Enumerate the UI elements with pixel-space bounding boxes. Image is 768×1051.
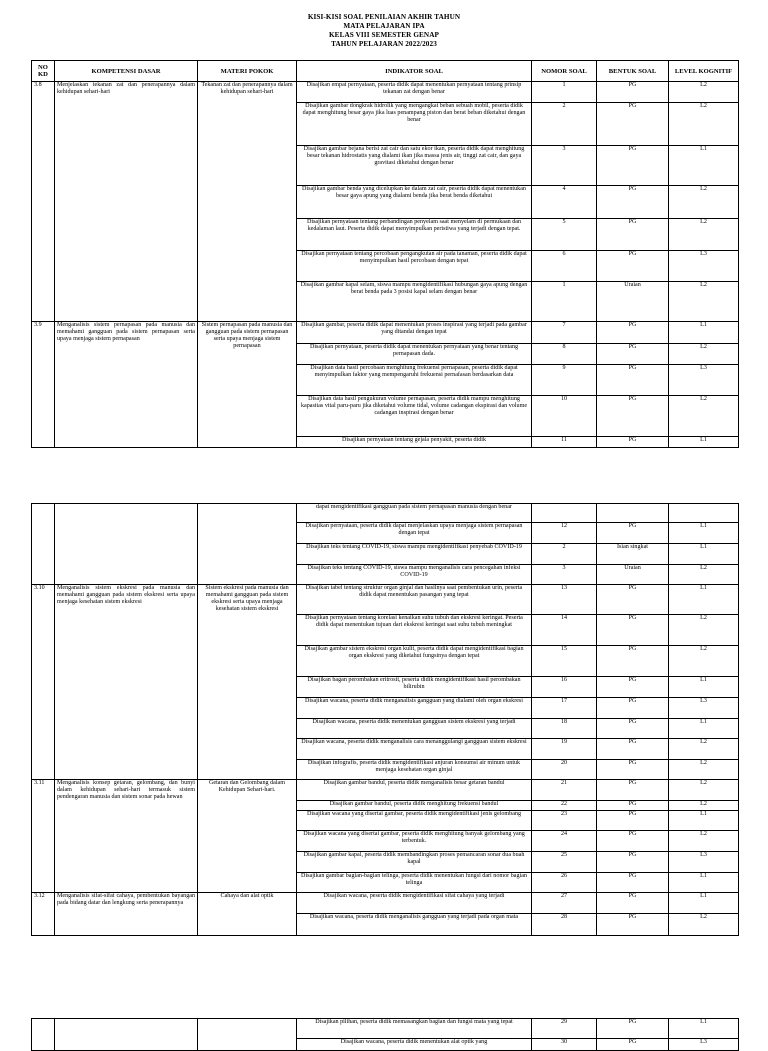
table-row	[32, 585, 739, 615]
bentuk-soal: PG	[597, 811, 669, 831]
level-kognitif: L2	[669, 760, 739, 780]
bentuk-soal: PG	[597, 893, 669, 914]
indikator-soal: Disajikan gambar bandul, peserta didik menghitung frekuensi bandul	[297, 801, 532, 811]
bentuk-soal: PG	[597, 146, 669, 186]
bentuk-soal: PG	[597, 322, 669, 344]
kd-number: 3.9	[32, 322, 55, 448]
nomor-soal: 26	[532, 873, 597, 893]
nomor-soal: 21	[532, 780, 597, 801]
indikator-soal: Disajikan infografis, peserta didik mengidentifikasi anjuran konsumsi air minum untuk menjaga kesehatan organ ginjal	[297, 760, 532, 780]
kd-number-empty	[32, 504, 55, 585]
nomor-soal: 13	[532, 585, 597, 615]
materi-pokok: Sistem pernapasan pada manusia dan gangguan pada sistem pernapasan serta upaya menjaga sistem pernapasan	[198, 322, 297, 448]
bentuk-soal: Uraian	[597, 282, 669, 322]
col-header-indikator: INDIKATOR SOAL	[297, 61, 532, 82]
materi-pokok-empty	[198, 1019, 297, 1051]
kompetensi-dasar: Menganalisis sifat-sifat cahaya, pembentukan bayangan pada bidang datar dan lengkung serta penerapannya	[55, 893, 198, 936]
level-kognitif: L3	[669, 1039, 739, 1051]
bentuk-soal: PG	[597, 873, 669, 893]
col-header-materi: MATERI POKOK	[198, 61, 297, 82]
kompetensi-dasar-empty	[55, 504, 198, 585]
nomor-soal: 15	[532, 646, 597, 677]
kisi-kisi-table-page2	[31, 503, 739, 936]
bentuk-soal: Uraian	[597, 565, 669, 585]
level-kognitif: L1	[669, 873, 739, 893]
indikator-soal: Disajikan teks tentang COVID-19, siswa mampu menganalisis cara pencegahan infeksi COVID-19	[297, 565, 532, 585]
indikator-soal: Disajikan pilihan, peserta didik memasangkan bagian dan fungsi mata yang tepat	[297, 1019, 532, 1039]
nomor-soal: 1	[532, 282, 597, 322]
bentuk-soal: PG	[597, 396, 669, 437]
indikator-soal: Disajikan pernyataan tentang gejala penyakit, peserta didik	[297, 437, 532, 448]
bentuk-soal: PG	[597, 344, 669, 365]
level-kognitif: L1	[669, 719, 739, 739]
indikator-soal: Disajikan gambar dongkrak hidrolik yang mengangkat beban sebuah mobil, peserta didik dapat menghitung besar gaya jika luas penampang piston dan berat beban diketahui dengan benar	[297, 103, 532, 146]
document-header	[0, 13, 768, 49]
indikator-soal: Disajikan wacana yang disertai gambar, peserta didik mengidentifikasi jenis gelombang	[297, 811, 532, 831]
level-kognitif: L2	[669, 780, 739, 801]
level-kognitif: L2	[669, 282, 739, 322]
nomor-soal	[532, 504, 597, 523]
indikator-soal: Disajikan gambar bandul, peserta didik menganalisis besar getaran bandul	[297, 780, 532, 801]
doc-title-line3: KELAS VIII SEMESTER GENAP	[328, 31, 439, 39]
nomor-soal: 24	[532, 831, 597, 852]
level-kognitif: L2	[669, 615, 739, 646]
nomor-soal: 3	[532, 565, 597, 585]
indikator-soal: Disajikan wacana, peserta didik menganalisis gangguan yang dialami oleh organ ekskresi	[297, 698, 532, 719]
bentuk-soal	[597, 504, 669, 523]
indikator-soal: dapat mengidentifikasi gangguan pada sistem pernapasan manusia dengan benar	[297, 504, 532, 523]
level-kognitif: L3	[669, 698, 739, 719]
materi-pokok: Getaran dan Gelombang dalam Kehidupan Sehari-hari.	[198, 780, 297, 893]
level-kognitif: L2	[669, 186, 739, 219]
level-kognitif: L1	[669, 544, 739, 565]
nomor-soal: 25	[532, 852, 597, 873]
indikator-soal: Disajikan gambar sistem ekskresi organ kulit, peserta didik dapat mengidentifikasi bagian organ ekskresi yang diketahui fungsinya dengan tepat	[297, 646, 532, 677]
level-kognitif: L2	[669, 103, 739, 146]
nomor-soal: 12	[532, 523, 597, 544]
level-kognitif: L1	[669, 322, 739, 344]
bentuk-soal: PG	[597, 698, 669, 719]
indikator-soal: Disajikan empat pernyataan, peserta didik dapat menentukan pernyataan tentang prinsip tekanan zat dengan benar	[297, 82, 532, 103]
level-kognitif: L1	[669, 146, 739, 186]
nomor-soal: 1	[532, 82, 597, 103]
doc-title-line1: KISI-KISI SOAL PENILAIAN AKHIR TAHUN	[307, 13, 461, 21]
kompetensi-dasar: Menganalisis sistem pernapasan pada manusia dan memahami gangguan pada sistem pernapasan serta upaya menjaga sistem pernapasan	[55, 322, 198, 448]
indikator-soal: Disajikan teks tentang COVID-19, siswa mampu mengidentifikasi penyebab COVID-19	[297, 544, 532, 565]
level-kognitif: L3	[669, 251, 739, 282]
indikator-soal: Disajikan wacana yang disertai gambar, peserta didik menghitung banyak gelombang yang terbentuk.	[297, 831, 532, 852]
level-kognitif: L2	[669, 831, 739, 852]
materi-pokok-empty	[198, 504, 297, 585]
indikator-soal: Disajikan pernyataan tentang korelasi kenaikan suhu tubuh dan ekskresi keringat. Peserta didik dapat menentukan tujuan dari ekskresi keringat saat suhu tubuh meningkat	[297, 615, 532, 646]
bentuk-soal: PG	[597, 615, 669, 646]
level-kognitif: L1	[669, 677, 739, 698]
level-kognitif: L1	[669, 893, 739, 914]
bentuk-soal: PG	[597, 219, 669, 251]
bentuk-soal: PG	[597, 365, 669, 396]
col-header-kompetensi: KOMPETENSI DASAR	[55, 61, 198, 82]
bentuk-soal: PG	[597, 719, 669, 739]
level-kognitif: L2	[669, 646, 739, 677]
kd-number: 3.10	[32, 585, 55, 780]
col-header-no-kd: NO KD	[32, 61, 55, 82]
kd-number: 3.12	[32, 893, 55, 936]
indikator-soal: Disajikan pernyataan tentang perbandingan penyelam saat menyelam di permukaan dan kedalaman laut. Peserta didik dapat menyimpulkan peristiwa yang terjadi dengan tepat.	[297, 219, 532, 251]
bentuk-soal: PG	[597, 1019, 669, 1039]
level-kognitif: L1	[669, 437, 739, 448]
table-row	[32, 1019, 739, 1039]
bentuk-soal: PG	[597, 801, 669, 811]
kisi-kisi-table-page1	[31, 60, 739, 448]
nomor-soal: 16	[532, 677, 597, 698]
indikator-soal: Disajikan wacana, peserta didik menentukan alat optik yang	[297, 1039, 532, 1051]
nomor-soal: 14	[532, 615, 597, 646]
level-kognitif: L2	[669, 344, 739, 365]
indikator-soal: Disajikan gambar kapal selam, siswa mampu mengidentifikasi hubungan gaya apung dengan berat benda pada 3 posisi kapal selam dengan benar	[297, 282, 532, 322]
bentuk-soal: PG	[597, 646, 669, 677]
kompetensi-dasar: Menganalisis sistem ekskresi pada manusia dan memahami gangguan pada sistem ekskresi serta upaya menjaga kesehatan sistem ekskresi	[55, 585, 198, 780]
bentuk-soal: PG	[597, 677, 669, 698]
bentuk-soal: PG	[597, 251, 669, 282]
kisi-kisi-table-page3	[31, 1018, 739, 1051]
kompetensi-dasar: Menganalisis konsep getaran, gelombang, dan bunyi dalam kehidupan sehari-hari termasuk sistem pendengaran manusia dan sistem sonar pada hewan	[55, 780, 198, 893]
doc-title-line4: TAHUN PELAJARAN 2022/2023	[331, 40, 437, 48]
indikator-soal: Disajikan gambar, peserta didik dapat menentukan proses inspirasi yang terjadi pada gambar yang ditandai dengan tepat	[297, 322, 532, 344]
bentuk-soal: Isian singkat	[597, 544, 669, 565]
indikator-soal: Disajikan pernyataan, peserta didik dapat menjelaskan upaya menjaga sistem pernapasan dengan tepat	[297, 523, 532, 544]
kompetensi-dasar: Menjelaskan tekanan zat dan penerapannya dalam kehidupan sehari-hari	[55, 82, 198, 322]
col-header-level: LEVEL KOGNITIF	[669, 61, 739, 82]
kompetensi-dasar-empty	[55, 1019, 198, 1051]
bentuk-soal: PG	[597, 760, 669, 780]
nomor-soal: 17	[532, 698, 597, 719]
materi-pokok: Sistem ekskresi pada manusia dan memahami gangguan pada sistem ekskresi serta upaya menjaga kesehatan sistem ekskresi	[198, 585, 297, 780]
indikator-soal: Disajikan wacana, peserta didik menganalisis gangguan yang terjadi pada organ mata	[297, 914, 532, 936]
level-kognitif: L3	[669, 852, 739, 873]
materi-pokok: Cahaya dan alat optik	[198, 893, 297, 936]
level-kognitif: L2	[669, 396, 739, 437]
kd-number-empty	[32, 1019, 55, 1051]
level-kognitif: L1	[669, 811, 739, 831]
level-kognitif: L1	[669, 585, 739, 615]
indikator-soal: Disajikan gambar kapal, peserta didik membandingkan proses pemancaran sonar dua buah kapal	[297, 852, 532, 873]
indikator-soal: Disajikan bagan perombakan eritrosit, peserta didik mengidentifikasi hasil perombakan bilirubin	[297, 677, 532, 698]
bentuk-soal: PG	[597, 739, 669, 760]
nomor-soal: 30	[532, 1039, 597, 1051]
bentuk-soal: PG	[597, 914, 669, 936]
indikator-soal: Disajikan wacana, peserta didik menentukan gangguan sistem ekskresi yang terjadi	[297, 719, 532, 739]
nomor-soal: 6	[532, 251, 597, 282]
nomor-soal: 27	[532, 893, 597, 914]
bentuk-soal: PG	[597, 852, 669, 873]
bentuk-soal: PG	[597, 585, 669, 615]
level-kognitif: L2	[669, 801, 739, 811]
nomor-soal: 4	[532, 186, 597, 219]
nomor-soal: 20	[532, 760, 597, 780]
bentuk-soal: PG	[597, 1039, 669, 1051]
table-header-row	[32, 61, 739, 82]
indikator-soal: Disajikan gambar bejana berisi zat cair dan satu ekor ikan, peserta didik dapat menghitung besar tekanan hidrostatis yang dialami ikan jika massa jenis air, tinggi zat cair, dan gaya gravitasi diketahui dengan benar	[297, 146, 532, 186]
table-row	[32, 82, 739, 103]
level-kognitif: L2	[669, 914, 739, 936]
nomor-soal: 19	[532, 739, 597, 760]
indikator-soal: Disajikan gambar bagian-bagian telinga, peserta didik menentukan fungsi dari nomor bagian telinga	[297, 873, 532, 893]
indikator-soal: Disajikan tabel tentang struktur organ ginjal dan hasilnya saat pembentukan urin, peserta didik dapat menentukan pasangan yang tepat	[297, 585, 532, 615]
bentuk-soal: PG	[597, 103, 669, 146]
kd-number: 3.11	[32, 780, 55, 893]
bentuk-soal: PG	[597, 82, 669, 103]
nomor-soal: 23	[532, 811, 597, 831]
indikator-soal: Disajikan wacana, peserta didik menganalisis cara menanggulangi gangguan sistem ekskresi	[297, 739, 532, 760]
nomor-soal: 8	[532, 344, 597, 365]
doc-title-line2: MATA PELAJARAN IPA	[343, 22, 425, 30]
indikator-soal: Disajikan pernyataan tentang percobaan pengangkutan air pada tanaman, peserta didik dapat menyimpulkan hasil percobaan dengan tepat	[297, 251, 532, 282]
nomor-soal: 18	[532, 719, 597, 739]
nomor-soal: 11	[532, 437, 597, 448]
nomor-soal: 2	[532, 544, 597, 565]
level-kognitif: L2	[669, 82, 739, 103]
nomor-soal: 28	[532, 914, 597, 936]
level-kognitif: L1	[669, 1019, 739, 1039]
level-kognitif: L2	[669, 219, 739, 251]
bentuk-soal: PG	[597, 186, 669, 219]
materi-pokok: Tekanan zat dan penerapannya dalam kehidupan sehari-hari	[198, 82, 297, 322]
bentuk-soal: PG	[597, 437, 669, 448]
table-row	[32, 780, 739, 801]
table-row	[32, 504, 739, 523]
indikator-soal: Disajikan wacana, peserta didik mengidentifikasi sifat cahaya yang terjadi	[297, 893, 532, 914]
indikator-soal: Disajikan data hasil percobaan menghitung frekuensi pernapasan, peserta didik dapat menyimpulkan faktor yang mempengaruhi frekuensi pernafasan berdasarkan data	[297, 365, 532, 396]
kd-number: 3.8	[32, 82, 55, 322]
nomor-soal: 29	[532, 1019, 597, 1039]
nomor-soal: 22	[532, 801, 597, 811]
indikator-soal: Disajikan data hasil pengukuran volume pernapasan, peserta didik mampu menghitung kapasitas vital paru-paru jika diketahui volume tidal, volume cadangan ekspirasi dan volume cadangan inspirasi dengan benar	[297, 396, 532, 437]
indikator-soal: Disajikan pernyataan, peserta didik dapat menentukan pernyataan yang benar tentang pernapasan dada.	[297, 344, 532, 365]
table-row	[32, 322, 739, 344]
nomor-soal: 2	[532, 103, 597, 146]
bentuk-soal: PG	[597, 523, 669, 544]
col-header-nomor: NOMOR SOAL	[532, 61, 597, 82]
nomor-soal: 5	[532, 219, 597, 251]
bentuk-soal: PG	[597, 831, 669, 852]
nomor-soal: 3	[532, 146, 597, 186]
indikator-soal: Disajikan gambar benda yang dicelupkan ke dalam zat cair, peserta didik dapat menentukan besar gaya apung yang dialami benda jika berat benda diketahui	[297, 186, 532, 219]
level-kognitif: L1	[669, 523, 739, 544]
bentuk-soal: PG	[597, 780, 669, 801]
level-kognitif: L3	[669, 365, 739, 396]
table-row	[32, 893, 739, 914]
nomor-soal: 7	[532, 322, 597, 344]
col-header-bentuk: BENTUK SOAL	[597, 61, 669, 82]
level-kognitif: L2	[669, 565, 739, 585]
nomor-soal: 10	[532, 396, 597, 437]
nomor-soal: 9	[532, 365, 597, 396]
level-kognitif	[669, 504, 739, 523]
level-kognitif: L2	[669, 739, 739, 760]
